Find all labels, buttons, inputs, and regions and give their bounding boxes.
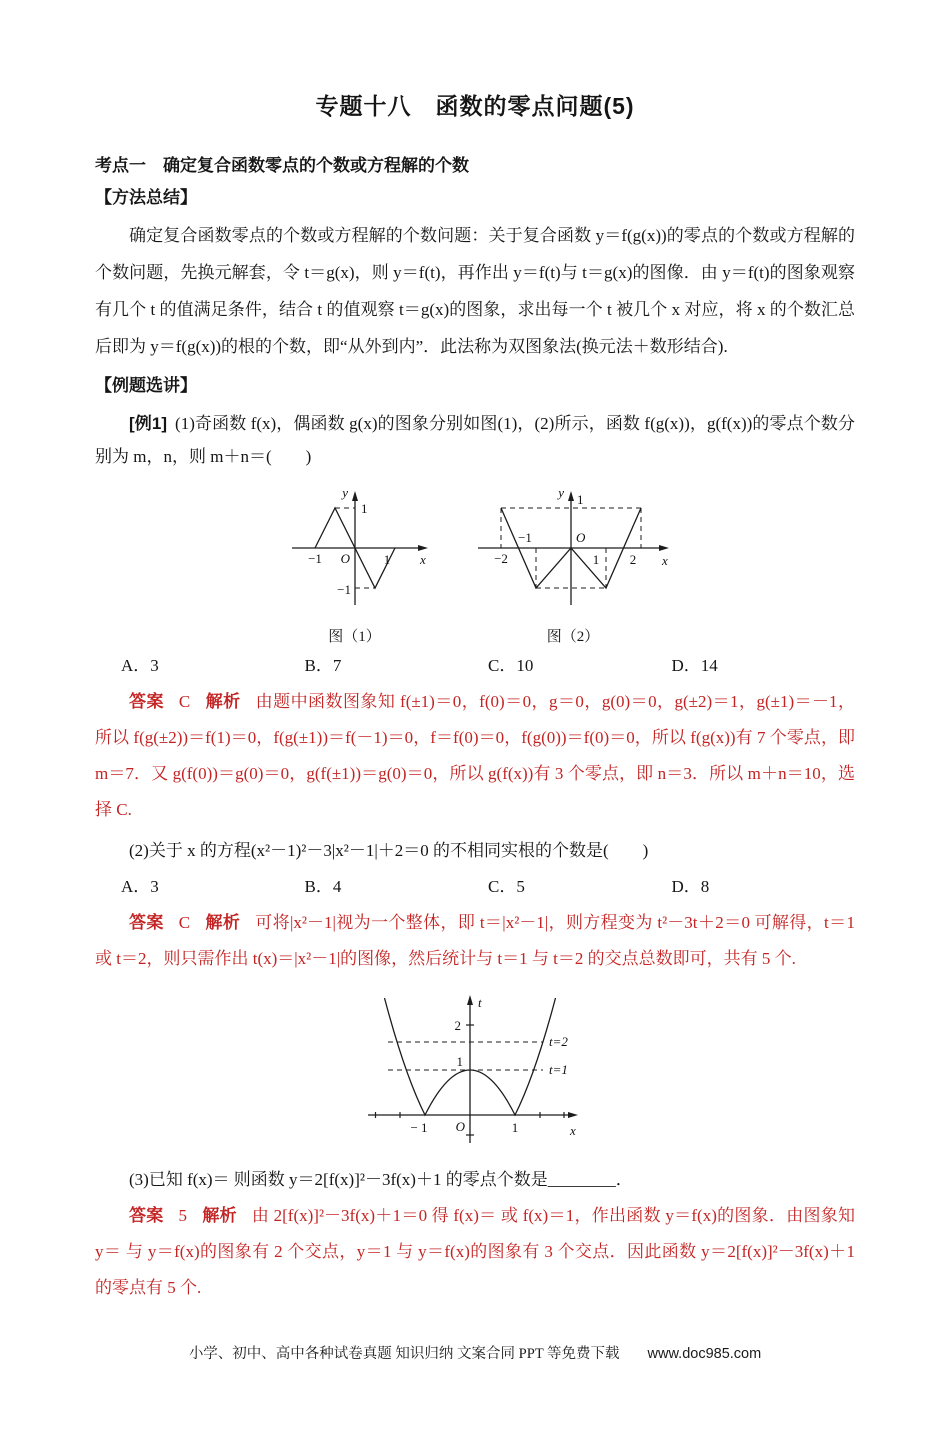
examples-heading: 【例题选讲】 bbox=[95, 376, 197, 395]
option-q1-a: A．3 bbox=[121, 656, 159, 675]
figure-2 bbox=[466, 483, 681, 646]
fig2-ytick-1: 1 bbox=[576, 492, 583, 507]
figure-2-caption: 图（2） bbox=[546, 629, 600, 645]
method-summary-paragraph: 确定复合函数零点的个数或方程解的个数问题：关于复合函数 y＝f(g(x))的零点的个数或方程解的个数问题，先换元解套，令 t＝g(x)，则 y＝f(t)，再作出 y＝f(t)与 t＝g(x)的图像．由 y＝f(t)的图象观察有几个 t 的值满足条件，结合 t 的值观察 t＝g(x)的图象，求出每一个 t 被几个 x 对应，将 x 的个数汇总后即为 y＝f(g(x))的根的个数，即“从外到内”．此法称为双图象法(换元法＋数形结合). bbox=[95, 226, 855, 356]
option-q1-d: D．14 bbox=[671, 656, 718, 675]
answer2-choice: C bbox=[178, 913, 191, 932]
fig2-xtick-2: 2 bbox=[629, 552, 636, 567]
tgraph-xtick-1: 1 bbox=[511, 1120, 519, 1135]
option-q2-a: A．3 bbox=[121, 877, 159, 896]
tgraph-origin-label: O bbox=[455, 1119, 465, 1134]
figure-2-graph bbox=[466, 483, 681, 623]
example1-question2: (2)关于 x 的方程(x²－1)²－3|x²－1|＋2＝0 的不相同实根的个数是( ) bbox=[129, 841, 649, 860]
t-graph-row bbox=[95, 985, 855, 1157]
answer3-choice: 5 bbox=[178, 1206, 188, 1225]
answer1-analysis-text: 由题中函数图象知 f(±1)＝0，f(0)＝0，g＝0，g(0)＝0，g(±2)＝1，g(±1)＝－1，所以 f(g(±2))＝f(1)＝0，f(g(±1))＝f(－1)＝0，f＝f(0)＝0，f(g(0))＝f(0)＝0，所以 f(g(x))有 7 个零点，即 m＝7．又 g(f(0))＝g(0)＝0，g(f(±1))＝g(0)＝0，所以 g(f(x))有 3 个零点，即 n＝3．所以 m＋n＝10，选择 C. bbox=[95, 692, 856, 819]
fig1-x-axis-label: x bbox=[419, 552, 426, 567]
example1-question1 bbox=[95, 407, 855, 473]
tgraph-xtick-neg1: − 1 bbox=[410, 1120, 428, 1135]
example1-question1-text: (1)奇函数 f(x)，偶函数 g(x)的图象分别如图(1)，(2)所示，函数 f(g(x))，g(f(x))的零点个数分别为 m，n，则 m＋n＝( ) bbox=[95, 414, 856, 466]
answer1-analysis-label: 解析 bbox=[205, 692, 241, 711]
fig2-origin-label: O bbox=[575, 530, 585, 545]
page-footer bbox=[0, 1342, 950, 1363]
fig1-origin-label: O bbox=[340, 551, 350, 566]
answer2-analysis-label: 解析 bbox=[205, 913, 241, 932]
fig1-ytick-neg1: −1 bbox=[336, 582, 351, 597]
example1-label: [例1] bbox=[129, 414, 168, 433]
footer-text: 小学、初中、高中各种试卷真题 知识归纳 文案合同 PPT 等免费下载 bbox=[188, 1346, 620, 1362]
options-question2 bbox=[95, 871, 855, 903]
answer3-label: 答案 bbox=[129, 1206, 164, 1225]
answer3-analysis-text: 由 2[f(x)]²－3f(x)＋1＝0 得 f(x)＝ 或 f(x)＝1，作出函数 y＝f(x)的图象．由图象知 y＝ 与 y＝f(x)的图象有 2 个交点，y＝1 与 y＝f(x)的图象有 3 个交点．因此函数 y＝2[f(x)]²－3f(x)＋1 的零点有 5 个. bbox=[95, 1206, 856, 1297]
fig2-y-axis-label: y bbox=[557, 485, 564, 500]
option-q2-c: C．5 bbox=[488, 877, 525, 896]
fig2-xtick-neg2: −2 bbox=[493, 551, 508, 566]
section-heading-kaodian: 考点一 确定复合函数零点的个数或方程解的个数 bbox=[95, 156, 469, 175]
fig1-ytick-1: 1 bbox=[360, 501, 367, 516]
answer1-label: 答案 bbox=[129, 692, 164, 711]
page-title: 专题十八 函数的零点问题(5) bbox=[315, 93, 635, 119]
fig1-xtick-neg1: −1 bbox=[307, 551, 322, 566]
answer1-choice: C bbox=[178, 692, 191, 711]
tgraph-line-t1-label: t=1 bbox=[549, 1062, 568, 1077]
fig2-x-axis-label: x bbox=[661, 553, 668, 568]
document-page bbox=[0, 88, 950, 1306]
example1-question3: (3)已知 f(x)＝ 则函数 y＝2[f(x)]²－3f(x)＋1 的零点个数是________． bbox=[129, 1170, 633, 1189]
figure-1 bbox=[270, 483, 440, 646]
fig1-y-axis-label: y bbox=[341, 485, 348, 500]
answer-question2 bbox=[95, 905, 855, 977]
fig2-xtick-neg1: −1 bbox=[517, 530, 532, 545]
tgraph-ttick-1: 1 bbox=[456, 1054, 463, 1069]
fig2-xtick-1: 1 bbox=[592, 552, 599, 567]
answer-question3 bbox=[95, 1198, 855, 1306]
figure-1-caption: 图（1） bbox=[328, 629, 381, 645]
method-summary-heading: 【方法总结】 bbox=[95, 188, 197, 207]
option-q2-b: B．4 bbox=[304, 877, 342, 896]
footer-site-url: www.doc985.com bbox=[647, 1346, 762, 1362]
option-q1-c: C．10 bbox=[488, 656, 534, 675]
tgraph-line-t2-label: t=2 bbox=[549, 1034, 568, 1049]
figure-row bbox=[95, 483, 855, 646]
option-q2-d: D．8 bbox=[671, 877, 710, 896]
figure-1-graph bbox=[270, 483, 440, 623]
tgraph-x-axis-label: x bbox=[570, 1123, 576, 1138]
answer-question1 bbox=[95, 684, 855, 828]
answer2-label: 答案 bbox=[129, 913, 164, 932]
tgraph-t-axis-label: t bbox=[478, 995, 482, 1010]
options-question1 bbox=[95, 650, 855, 682]
tgraph-ttick-2: 2 bbox=[454, 1018, 461, 1033]
fig1-xtick-1: 1 bbox=[383, 552, 390, 567]
t-function-graph bbox=[360, 985, 590, 1157]
answer2-analysis-text: 可将|x²－1|视为一个整体，即 t＝|x²－1|，则方程变为 t²－3t＋2＝0 可解得，t＝1 或 t＝2，则只需作出 t(x)＝|x²－1|的图像，然后统计与 t＝1 与 t＝2 的交点总数即可，共有 5 个. bbox=[95, 913, 856, 968]
option-q1-b: B．7 bbox=[304, 656, 342, 675]
answer3-analysis-label: 解析 bbox=[202, 1206, 237, 1225]
